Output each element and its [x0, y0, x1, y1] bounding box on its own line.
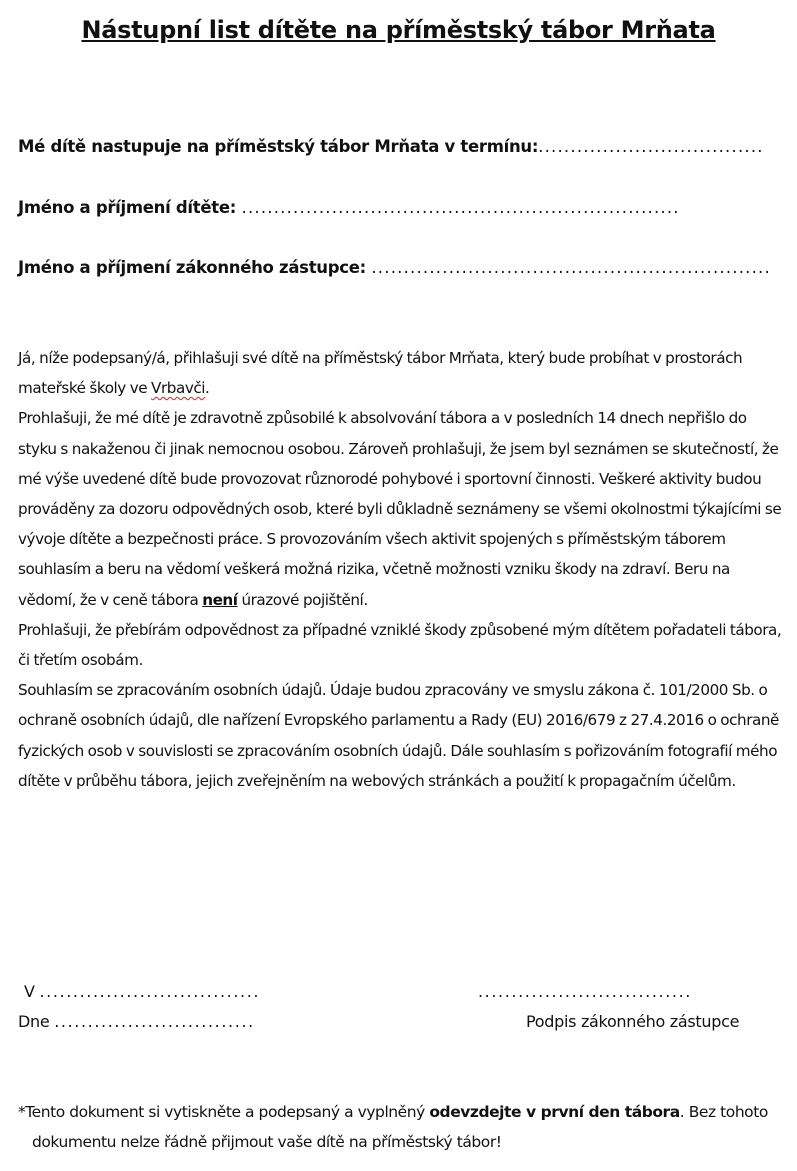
term-dots: ................................... — [538, 137, 764, 156]
signature-label: Podpis zákonného zástupce — [526, 1012, 740, 1031]
child-name-label: Jméno a příjmení dítěte: — [18, 198, 237, 217]
place-label: V — [24, 982, 35, 1001]
footnote-text-end: . Bez tohoto — [679, 1103, 768, 1121]
registration-end: . — [205, 379, 210, 398]
date-line — [18, 1012, 255, 1031]
guardian-name-dots: .............................................................. — [371, 258, 771, 277]
paragraph-gdpr: Souhlasím se zpracováním osobních údajů. Údaje budou zpracovány ve smyslu zákona č. 101/2000 Sb. o ochraně osobních údajů, dle nařízení Evropského parlamentu a Rady (EU) 2016/679 z 27.4.2016 o ochraně fyzických osob v souvislosti se zpracováním osobních údajů. Dále souhlasím s pořizováním fotografií mého dítěte v průběhu tábora, jejich zveřejněním na webových stránkách a použití k propagačním účelům. — [18, 681, 779, 790]
child-name-dots: .................................................................... — [241, 198, 680, 217]
place-dots: ................................. — [39, 982, 261, 1001]
paragraph-health — [18, 403, 786, 614]
signature-dots: ................................ — [478, 982, 692, 1001]
place-line — [24, 982, 260, 1001]
guardian-name-field — [18, 258, 771, 277]
term-label: Mé dítě nastupuje na příměstský tábor Mrňata v termínu: — [18, 137, 539, 156]
health-text: Prohlašuji, že mé dítě je zdravotně způsobilé k absolvování tábora a v posledních 14 dnech nepřišlo do styku s nakaženou či jinak nemocnou osobou. Zároveň prohlašuji, že jsem byl seznámen se skutečností, že mé výše uvedené dítě bude provozovat různorodé pohybové i sportovní činnosti. Veškeré aktivity budou prováděny za dozoru odpovědných osob, které byli důkladně seznámeny se všemi okolnostmi týkajícími se vývoje dítěte a bezpečnosti práce. S provozováním všech aktivit spojených s příměstským táborem souhlasím a beru na vědomí veškerá možná rizika, včetně možnosti vzniku škody na zdraví. Beru na vědomí, že v ceně tábora — [18, 409, 782, 609]
date-label: Dne — [18, 1012, 50, 1031]
document-title: Nástupní list dítěte na příměstský tábor Mrňata — [81, 16, 716, 44]
registration-text: Já, níže podepsaný/á, přihlašuji své dítě na příměstský tábor Mrňata, který bude probíhat v prostorách mateřské školy ve — [18, 349, 743, 398]
footnote-text: *Tento dokument si vytiskněte a podepsaný a vyplněný — [18, 1103, 430, 1121]
paragraph-liability: Prohlašuji, že přebírám odpovědnost za případné vzniklé škody způsobené mým dítětem pořadateli tábora, či třetím osobám. — [18, 620, 782, 670]
footnote — [18, 1097, 784, 1157]
paragraph-registration — [18, 343, 786, 403]
not-included-emphasis: není — [202, 590, 238, 609]
child-name-field — [18, 198, 680, 217]
insurance-text: úrazové pojištění. — [237, 590, 368, 609]
signature-dots-line — [478, 982, 692, 1001]
footnote-emphasis: odevzdejte v první den tábora — [429, 1103, 680, 1121]
place-name: Vrbavči — [151, 379, 206, 398]
guardian-name-label: Jméno a příjmení zákonného zástupce: — [18, 258, 366, 277]
term-field — [18, 137, 764, 156]
date-dots: .............................. — [54, 1012, 255, 1031]
footnote-second-line: dokumentu nelze řádně přijmout vaše dítě na příměstský tábor! — [32, 1133, 502, 1151]
declaration-text — [18, 343, 786, 796]
